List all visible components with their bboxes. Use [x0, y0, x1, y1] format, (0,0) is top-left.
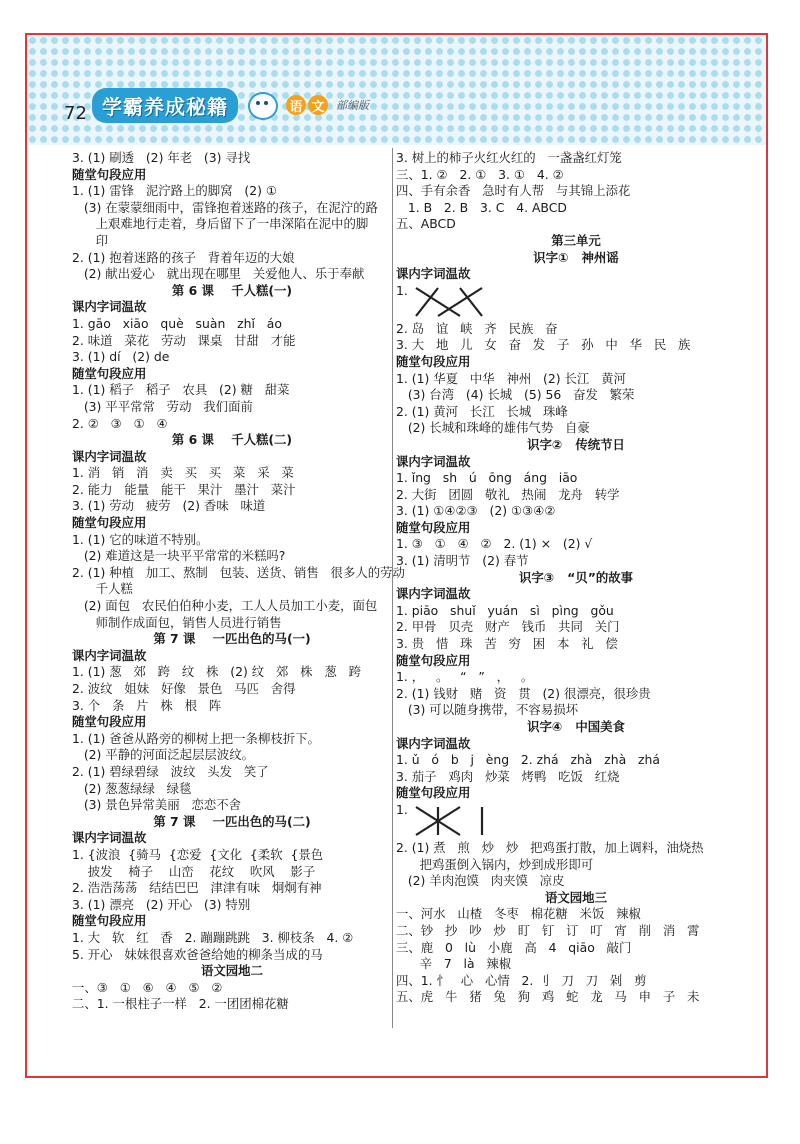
answer-line: (2) 难道这是一块平平常常的米糕吗? [72, 548, 286, 564]
answer-line: (3) 可以随身携带，不容易损坏 [396, 702, 578, 718]
lesson-title: 语文园地二 [201, 963, 263, 979]
match-line [416, 288, 438, 316]
answer-line: 师制作成面包，销售人员进行销售 [72, 614, 282, 630]
section-heading: 课内字词温故 [72, 830, 147, 846]
answer-line: 上艰难地行走着，身后留下了一串深陷在泥中的脚 [72, 216, 369, 232]
answer-line: 3. (1) dí (2) de [72, 349, 170, 365]
answer-line: 披发 椅子 山峦 花纹 吹风 影子 [72, 863, 316, 879]
brand-title: 学霸养成秘籍 [92, 88, 238, 123]
answer-line: 把鸡蛋倒入锅内，炒到成形即可 [396, 856, 594, 872]
answer-line: 一、③ ① ⑥ ④ ⑤ ② [72, 979, 223, 995]
matching-lines [410, 805, 510, 837]
section-heading: 随堂句段应用 [72, 365, 147, 381]
answer-line: 1. (1) 雷锋 泥泞路上的脚窝 (2) ① [72, 183, 277, 199]
answer-line: 三、1. ② 2. ① 3. ① 4. ② [396, 166, 564, 182]
subject-char: 文 [308, 95, 328, 115]
answer-line: 3. (1) 劳动 疲劳 (2) 香味 味道 [72, 498, 266, 514]
answer-line: (2) 羊肉泡馍 肉夹馍 凉皮 [396, 873, 565, 889]
match-line [416, 288, 460, 316]
section-heading: 随堂句段应用 [72, 714, 147, 730]
answer-line: (3) 在蒙蒙细雨中，雷锋抱着迷路的孩子，在泥泞的路 [72, 199, 378, 215]
answer-line: 3. (1) 漂亮 (2) 开心 (3) 特别 [72, 896, 251, 912]
section-heading: 随堂句段应用 [72, 515, 147, 531]
answer-line: 五、虎 牛 猪 兔 狗 鸡 蛇 龙 马 申 子 未 [396, 989, 700, 1005]
answer-line: 1. (1) 稻子 稻子 农具 (2) 糖 甜菜 [72, 382, 290, 398]
answer-line: 3. 个 条 片 株 根 阵 [72, 697, 222, 713]
answer-line: 3. (1) 刷透 (2) 年老 (3) 寻找 [72, 150, 251, 165]
section-heading: 课内字词温故 [396, 453, 471, 469]
section-heading: 课内字词温故 [396, 266, 471, 282]
answer-line: 1. gāo xiāo què suàn zhǐ áo [72, 315, 282, 331]
answer-line: 二、1. 一根柱子一样 2. 一团团棉花糖 [72, 996, 289, 1012]
answer-line: 1. ， 。 “ ” ， 。 [396, 669, 534, 685]
subject-badge [286, 95, 330, 115]
answer-line: 1. ǔ ó b j èng 2. zhá zhà zhà zhá [396, 752, 660, 768]
matching-lines [410, 286, 510, 318]
answer-line: 1. ③ ① ④ ② 2. (1) × (2) √ [396, 536, 593, 552]
answer-line: 1. 消 销 消 卖 买 买 菜 采 菜 [72, 465, 294, 481]
section-heading: 随堂句段应用 [396, 785, 471, 801]
answer-line: 2. (1) 碧绿碧绿 波纹 头发 笑了 [72, 763, 269, 779]
answer-line: 2. 大街 团圆 敬礼 热闹 龙舟 转学 [396, 486, 620, 502]
answer-line: 1. B 2. B 3. C 4. ABCD [396, 199, 567, 215]
answer-line: 3. (1) ①④②③ (2) ①③④② [396, 503, 556, 519]
answer-line: 2. 甲骨 贝壳 财产 钱币 共同 关门 [396, 619, 620, 635]
lesson-title: 第三单元 [551, 232, 601, 248]
section-heading: 随堂句段应用 [396, 519, 471, 535]
matching-exercise [396, 802, 756, 840]
answer-line: 四、1. 忄 心 心情 2. 刂 刀 刀 剁 剪 [396, 972, 647, 988]
match-line [438, 288, 482, 316]
matching-label: 1. [396, 801, 408, 817]
match-line [460, 288, 482, 316]
answer-line: 2. (1) 抱着迷路的孩子 背着年迈的大娘 [72, 249, 295, 265]
answer-line: 2. 能力 能量 能干 果汁 墨汁 菜汁 [72, 481, 296, 497]
section-heading: 课内字词温故 [72, 299, 147, 315]
answer-line: 2. 波纹 姐妹 好像 景色 马匹 舍得 [72, 681, 296, 696]
answer-line: 1. 大 软 红 香 2. 蹦蹦跳跳 3. 柳枝条 4. ② [72, 929, 354, 945]
matching-exercise [396, 283, 756, 321]
section-heading: 随堂句段应用 [72, 166, 147, 182]
answer-line: 一、河水 山楂 冬枣 棉花糖 米饭 辣椒 [396, 906, 641, 922]
answer-line: (3) 台湾 (4) 长城 (5) 56 奋发 繁荣 [396, 387, 635, 403]
answer-line: 2. (1) 黄河 长江 长城 珠峰 [396, 403, 568, 419]
lesson-title: 第 6 课 千人糕(二) [171, 432, 293, 448]
answer-line: 2. (1) 种植 加工、熬制 包装、送货、销售 很多人的劳动 [72, 564, 405, 580]
page-number: 72 [64, 103, 87, 124]
answer-column-right [396, 150, 756, 1006]
answer-line: 2. (1) 煮 煎 炒 炒 把鸡蛋打散，加上调料，油烧热 [396, 839, 704, 855]
answer-line: 5. 开心 妹妹很喜欢爸爸给她的柳条当成的马 [72, 946, 323, 962]
lesson-title: 第 6 课 千人糕(一) [171, 282, 293, 298]
lesson-title: 语文园地三 [545, 889, 607, 905]
answer-line: 三、鹿 0 lù 小鹿 高 4 qiāo 敲门 [396, 939, 632, 955]
answer-line: 3. 贵 惜 珠 苦 穷 困 本 礼 偿 [396, 636, 618, 652]
answer-column-left [72, 150, 405, 1013]
section-heading: 课内字词温故 [396, 586, 471, 602]
answer-line: 辛 7 là 辣椒 [396, 956, 512, 972]
answer-line: (3) 景色异常美丽 恋恋不舍 [72, 797, 242, 813]
answer-line: (3) 平平常常 劳动 我们面前 [72, 398, 253, 414]
answer-line: 2. (1) 钱财 赌 资 贯 (2) 很漂亮，很珍贵 [396, 685, 651, 701]
lesson-title: 识字④ 中国美食 [527, 719, 625, 734]
edition-label: 部编版 [336, 99, 369, 112]
section-heading: 随堂句段应用 [396, 652, 471, 668]
answer-line: 二、钞 抄 吵 炒 盯 钉 订 叮 宵 削 消 霄 [396, 922, 700, 938]
answer-line: 四、手有余香 急时有人帮 与其锦上添花 [396, 183, 631, 199]
answer-line: (2) 平静的河面泛起层层波纹。 [72, 747, 254, 763]
answer-line: 2. ② ③ ① ④ [72, 415, 168, 431]
answer-line: 3. 树上的柿子火红火红的 一盏盏红灯笼 [396, 150, 622, 165]
column-divider [392, 148, 393, 1028]
answer-line: (2) 献出爱心 就出现在哪里 关爱他人、乐于奉献 [72, 266, 365, 282]
answer-line: 2. 味道 菜花 劳动 课桌 甘甜 才能 [72, 332, 296, 348]
lesson-title: 第 7 课 一匹出色的马(二) [153, 813, 311, 829]
answer-line: 五、ABCD [396, 216, 456, 232]
answer-line: 2. 浩浩荡荡 结结巴巴 津津有味 炯炯有神 [72, 880, 322, 896]
answer-line: 千人糕 [72, 581, 133, 597]
lesson-title: 第 7 课 一匹出色的马(一) [153, 631, 311, 647]
answer-line: 1. ǐng sh ú ōng áng iāo [396, 470, 578, 486]
answer-line: 3. 大 地 儿 女 奋 发 子 孙 中 华 民 族 [396, 337, 691, 353]
answer-line: (2) 面包 农民伯伯种小麦，工人人员加工小麦，面包 [72, 598, 378, 614]
lesson-title: 识字① 神州谣 [533, 249, 619, 265]
answer-line: 1. (1) 华夏 中华 神州 (2) 长江 黄河 [396, 370, 626, 386]
answer-line: 1. (1) 它的味道不特别。 [72, 531, 209, 547]
section-heading: 随堂句段应用 [72, 913, 147, 929]
answer-line: 2. 岛 谊 峡 齐 民族 奋 [396, 320, 558, 336]
answer-line: 1. (1) 爸爸从路旁的柳树上把一条柳枝折下。 [72, 730, 320, 746]
header-title [92, 88, 369, 122]
subject-char: 语 [286, 95, 306, 115]
lesson-title: 识字② 传统节日 [527, 436, 625, 452]
mascot-icon [242, 90, 282, 120]
answer-line: 3. (1) 清明节 (2) 春节 [396, 553, 529, 569]
section-heading: 课内字词温故 [72, 448, 147, 464]
answer-line: 3. 茄子 鸡肉 炒菜 烤鸭 吃饭 红烧 [396, 768, 620, 784]
answer-line: 印 [72, 232, 109, 248]
answer-line: 1. {波浪 {骑马 {恋爱 {文化 {柔软 {景色 [72, 846, 324, 862]
matching-label: 1. [396, 282, 408, 298]
lesson-title: 识字③ “贝”的故事 [518, 569, 634, 585]
section-heading: 随堂句段应用 [396, 353, 471, 369]
section-heading: 课内字词温故 [72, 647, 147, 663]
section-heading: 课内字词温故 [396, 735, 471, 751]
answer-line: (2) 葱葱绿绿 绿毯 [72, 780, 192, 796]
answer-line: 1. piāo shuǐ yuán sì pìng gǒu [396, 602, 614, 618]
answer-line: 1. (1) 葱 郊 跨 纹 株 (2) 纹 郊 株 葱 跨 [72, 664, 361, 680]
answer-line: (2) 长城和珠峰的雄伟气势 自豪 [396, 420, 590, 436]
